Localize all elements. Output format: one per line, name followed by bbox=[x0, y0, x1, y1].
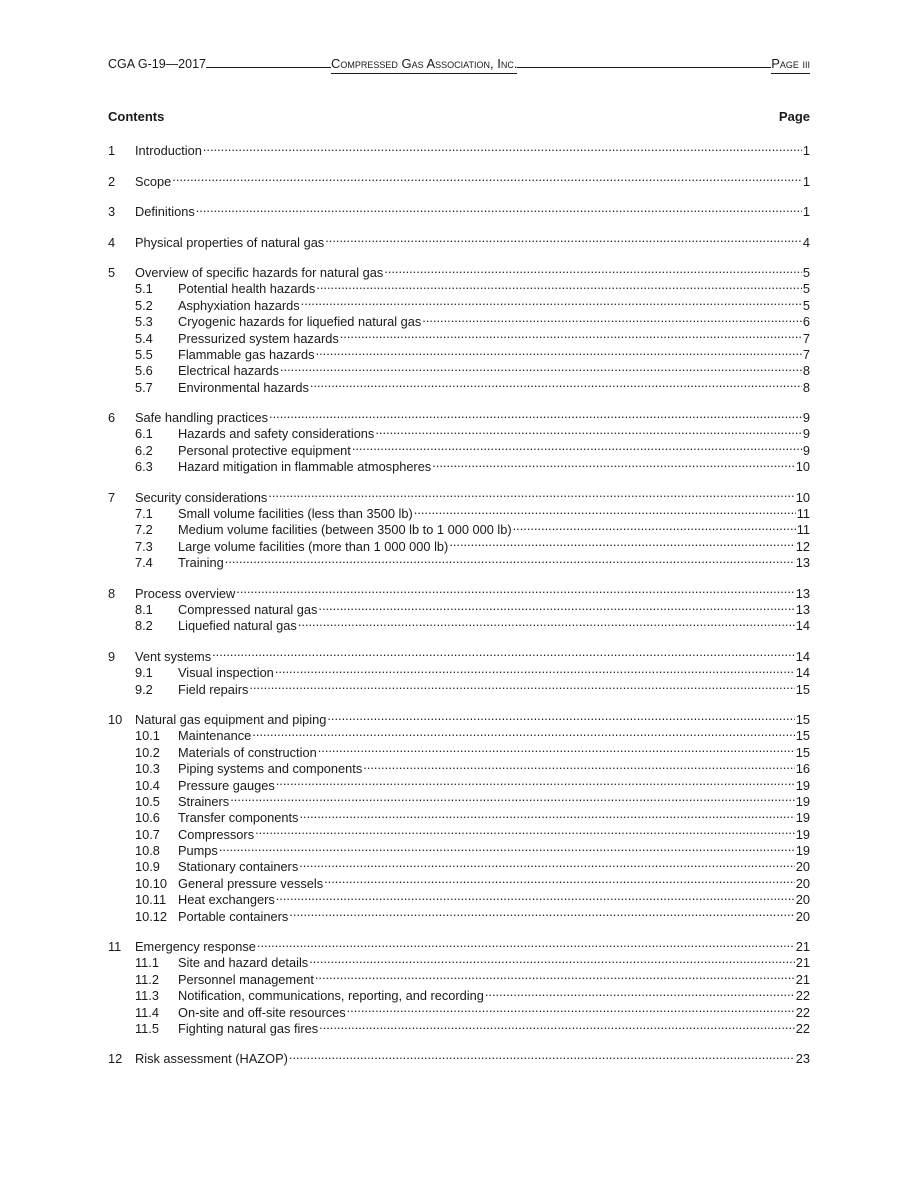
page-label: Page iii bbox=[771, 55, 810, 74]
toc-dot-leader bbox=[252, 724, 794, 740]
toc-entry[interactable] bbox=[108, 261, 810, 280]
toc-entry-title: Pressure gauges bbox=[178, 777, 275, 793]
toc-entry-page: 15 bbox=[795, 711, 810, 727]
toc-entry-page: 9 bbox=[802, 410, 810, 426]
toc-entry-number: 5.5 bbox=[135, 346, 153, 362]
toc-entry-title: Large volume facilities (more than 1 000 000 lb) bbox=[178, 538, 449, 554]
toc-entry-page: 10 bbox=[795, 459, 810, 475]
toc-entry-number: 1 bbox=[108, 143, 116, 159]
toc-entry-title: Strainers bbox=[178, 793, 230, 809]
toc-entry-number: 2 bbox=[108, 173, 116, 189]
toc-entry-page: 4 bbox=[802, 234, 810, 250]
toc-dot-leader bbox=[352, 438, 802, 454]
toc-dot-leader bbox=[280, 359, 802, 375]
toc-section bbox=[108, 169, 810, 189]
toc-entry-page: 19 bbox=[795, 843, 810, 859]
toc-entry-title: Risk assessment (HAZOP) bbox=[135, 1051, 288, 1067]
toc-dot-leader bbox=[318, 598, 794, 614]
toc-entry-number: 5.3 bbox=[135, 314, 153, 330]
toc-section bbox=[108, 1047, 810, 1067]
toc-entry-title: Security considerations bbox=[135, 489, 268, 505]
toc-dot-leader bbox=[196, 200, 802, 216]
toc-entry-number: 10 bbox=[108, 711, 123, 727]
toc-dot-leader bbox=[340, 326, 802, 342]
toc-entry-title: Personal protective equipment bbox=[178, 442, 351, 458]
toc-entry-page: 21 bbox=[795, 939, 810, 955]
toc-entry-page: 20 bbox=[795, 908, 810, 924]
toc-dot-leader bbox=[236, 581, 794, 597]
toc-dot-leader bbox=[212, 644, 795, 660]
toc-entry-page: 5 bbox=[802, 264, 810, 280]
toc-section bbox=[108, 485, 810, 571]
toc-dot-leader bbox=[219, 839, 795, 855]
toc-entry-number: 10.10 bbox=[135, 875, 168, 891]
toc-entry[interactable] bbox=[108, 581, 810, 601]
toc-entry-title: Liquefied natural gas bbox=[178, 618, 297, 634]
toc-entry-title: Piping systems and components bbox=[178, 761, 363, 777]
toc-entry-page: 21 bbox=[795, 971, 810, 987]
toc-entry-number: 7.4 bbox=[135, 555, 153, 571]
toc-entry-page: 6 bbox=[802, 314, 810, 330]
toc-section bbox=[108, 261, 810, 395]
toc-entry-number: 8.2 bbox=[135, 618, 153, 634]
toc-dot-leader bbox=[327, 708, 794, 724]
toc-entry-page: 23 bbox=[795, 1051, 810, 1067]
document-id: CGA G-19—2017 bbox=[108, 57, 206, 71]
toc-entry-page: 22 bbox=[795, 1020, 810, 1036]
toc-entry-number: 12 bbox=[108, 1051, 123, 1067]
contents-heading-row bbox=[108, 108, 810, 126]
toc-entry-page: 13 bbox=[795, 585, 810, 601]
toc-entry-title: Asphyxiation hazards bbox=[178, 297, 300, 313]
toc-dot-leader bbox=[289, 904, 795, 920]
toc-dot-leader bbox=[315, 967, 795, 983]
toc-entry-number: 10.8 bbox=[135, 843, 160, 859]
toc-dot-leader bbox=[325, 230, 802, 246]
toc-dot-leader bbox=[276, 888, 795, 904]
toc-entry-number: 6.3 bbox=[135, 459, 153, 475]
toc-entry-page: 19 bbox=[795, 793, 810, 809]
toc-entry-title: Scope bbox=[135, 173, 172, 189]
toc-dot-leader bbox=[375, 422, 802, 438]
toc-entry-title: Flammable gas hazards bbox=[178, 346, 315, 362]
toc-entry-number: 10.9 bbox=[135, 859, 160, 875]
toc-entry-title: Pumps bbox=[178, 843, 218, 859]
toc-entry-title: Medium volume facilities (between 3500 lb to 1 000 000 lb) bbox=[178, 522, 512, 538]
toc-dot-leader bbox=[275, 661, 795, 677]
table-of-contents bbox=[108, 139, 810, 1077]
toc-entry-title: Vent systems bbox=[135, 648, 212, 664]
toc-entry-page: 5 bbox=[802, 281, 810, 297]
toc-entry[interactable] bbox=[108, 200, 810, 220]
toc-section bbox=[108, 708, 810, 924]
toc-entry-number: 11.3 bbox=[135, 988, 159, 1004]
toc-entry-number: 10.4 bbox=[135, 777, 160, 793]
toc-entry-page: 1 bbox=[802, 204, 810, 220]
publisher-name: Compressed Gas Association, Inc. bbox=[331, 55, 517, 74]
toc-dot-leader bbox=[172, 169, 802, 185]
toc-entry-page: 14 bbox=[795, 648, 810, 664]
toc-entry-page: 19 bbox=[795, 826, 810, 842]
toc-entry-page: 9 bbox=[802, 442, 810, 458]
toc-entry-page: 11 bbox=[796, 506, 810, 522]
toc-entry-number: 7.2 bbox=[135, 522, 153, 538]
toc-entry-page: 9 bbox=[802, 426, 810, 442]
toc-dot-leader bbox=[310, 375, 802, 391]
toc-subentry[interactable] bbox=[108, 661, 810, 681]
toc-entry-page: 12 bbox=[795, 538, 810, 554]
toc-entry-title: Maintenance bbox=[178, 728, 252, 744]
page-column-heading: Page bbox=[778, 109, 810, 124]
toc-dot-leader bbox=[422, 310, 802, 326]
toc-entry-number: 11.2 bbox=[135, 971, 159, 987]
toc-entry-title: General pressure vessels bbox=[178, 875, 324, 891]
toc-dot-leader bbox=[298, 614, 795, 630]
toc-dot-leader bbox=[255, 822, 795, 838]
toc-entry-title: Pressurized system hazards bbox=[178, 330, 339, 346]
toc-entry-page: 8 bbox=[802, 363, 810, 379]
contents-heading: Contents bbox=[108, 109, 165, 124]
running-header bbox=[108, 54, 810, 72]
toc-entry-page: 20 bbox=[795, 892, 810, 908]
toc-entry-number: 10.1 bbox=[135, 728, 160, 744]
toc-section bbox=[108, 644, 810, 697]
toc-entry-title: Cryogenic hazards for liquefied natural gas bbox=[178, 314, 422, 330]
toc-dot-leader bbox=[289, 1047, 795, 1063]
toc-entry-number: 10.2 bbox=[135, 744, 160, 760]
toc-entry-page: 10 bbox=[795, 489, 810, 505]
toc-entry[interactable] bbox=[108, 406, 810, 426]
toc-entry-title: Definitions bbox=[135, 204, 195, 220]
toc-dot-leader bbox=[485, 984, 795, 1000]
toc-entry-title: Physical properties of natural gas bbox=[135, 234, 325, 250]
toc-section bbox=[108, 139, 810, 159]
toc-entry-number: 8 bbox=[108, 585, 116, 601]
toc-entry-number: 10.12 bbox=[135, 908, 168, 924]
toc-entry-number: 11.1 bbox=[135, 955, 159, 971]
toc-entry-title: Hazard mitigation in flammable atmospheres bbox=[178, 459, 432, 475]
toc-entry-title: Materials of construction bbox=[178, 744, 317, 760]
toc-dot-leader bbox=[318, 740, 795, 756]
toc-entry-page: 7 bbox=[802, 330, 810, 346]
toc-entry-title: Transfer components bbox=[178, 810, 299, 826]
toc-entry-title: Environmental hazards bbox=[178, 379, 309, 395]
toc-dot-leader bbox=[225, 551, 795, 567]
toc-entry-title: Small volume facilities (less than 3500 lb) bbox=[178, 506, 413, 522]
toc-entry-page: 22 bbox=[795, 988, 810, 1004]
toc-entry-number: 10.7 bbox=[135, 826, 160, 842]
toc-entry-number: 4 bbox=[108, 234, 116, 250]
toc-dot-leader bbox=[414, 502, 796, 518]
toc-entry-page: 13 bbox=[795, 601, 810, 617]
toc-entry[interactable] bbox=[108, 230, 810, 250]
toc-entry-page: 21 bbox=[795, 955, 810, 971]
toc-entry-title: Notification, communications, reporting, and recording bbox=[178, 988, 484, 1004]
toc-entry-page: 15 bbox=[795, 728, 810, 744]
toc-dot-leader bbox=[276, 773, 795, 789]
toc-entry-number: 7.1 bbox=[135, 506, 153, 522]
toc-entry-number: 6.1 bbox=[135, 426, 153, 442]
toc-entry-page: 1 bbox=[802, 173, 810, 189]
toc-dot-leader bbox=[301, 293, 802, 309]
toc-entry-title: Compressors bbox=[178, 826, 255, 842]
toc-entry-title: Process overview bbox=[135, 585, 236, 601]
toc-entry-number: 5.1 bbox=[135, 281, 153, 297]
toc-entry-number: 9.2 bbox=[135, 681, 153, 697]
toc-section bbox=[108, 230, 810, 250]
toc-entry-number: 11.4 bbox=[135, 1004, 159, 1020]
toc-entry-page: 5 bbox=[802, 297, 810, 313]
toc-entry-title: On-site and off-site resources bbox=[178, 1004, 346, 1020]
toc-section bbox=[108, 581, 810, 634]
toc-entry-number: 10.11 bbox=[135, 892, 167, 908]
toc-entry-page: 15 bbox=[795, 681, 810, 697]
toc-entry-number: 5 bbox=[108, 264, 116, 280]
toc-entry-title: Stationary containers bbox=[178, 859, 299, 875]
toc-dot-leader bbox=[324, 871, 795, 887]
toc-entry-number: 9.1 bbox=[135, 665, 153, 681]
toc-entry-title: Introduction bbox=[135, 143, 202, 159]
toc-section bbox=[108, 200, 810, 220]
toc-entry-number: 5.7 bbox=[135, 379, 153, 395]
toc-section bbox=[108, 406, 810, 475]
toc-entry-page: 11 bbox=[796, 522, 810, 538]
toc-entry-title: Natural gas equipment and piping bbox=[135, 711, 327, 727]
toc-entry-title: Fighting natural gas fires bbox=[178, 1020, 319, 1036]
toc-entry-number: 8.1 bbox=[135, 601, 153, 617]
toc-entry-page: 22 bbox=[795, 1004, 810, 1020]
toc-entry-number: 9 bbox=[108, 648, 116, 664]
toc-dot-leader bbox=[257, 935, 795, 951]
toc-dot-leader bbox=[316, 277, 802, 293]
toc-entry-title: Safe handling practices bbox=[135, 410, 269, 426]
toc-entry[interactable] bbox=[108, 485, 810, 505]
toc-entry-title: Overview of specific hazards for natural gas bbox=[135, 264, 384, 280]
toc-entry-number: 10.3 bbox=[135, 761, 160, 777]
toc-entry-page: 14 bbox=[795, 665, 810, 681]
toc-dot-leader bbox=[299, 806, 794, 822]
toc-entry-number: 5.6 bbox=[135, 363, 153, 379]
toc-dot-leader bbox=[230, 790, 795, 806]
toc-dot-leader bbox=[203, 139, 802, 155]
toc-dot-leader bbox=[316, 343, 802, 359]
header-rule bbox=[517, 54, 771, 68]
toc-entry[interactable] bbox=[108, 708, 810, 727]
toc-dot-leader bbox=[269, 406, 802, 422]
toc-dot-leader bbox=[309, 951, 795, 967]
toc-entry-page: 8 bbox=[802, 379, 810, 395]
toc-entry-page: 20 bbox=[795, 875, 810, 891]
toc-entry-title: Field repairs bbox=[178, 681, 249, 697]
toc-entry-title: Heat exchangers bbox=[178, 892, 275, 908]
toc-entry-number: 11 bbox=[108, 939, 122, 955]
toc-dot-leader bbox=[268, 485, 794, 501]
toc-dot-leader bbox=[384, 261, 802, 277]
toc-dot-leader bbox=[363, 757, 795, 773]
toc-dot-leader bbox=[432, 455, 795, 471]
toc-entry-number: 10.6 bbox=[135, 810, 160, 826]
toc-entry-number: 6.2 bbox=[135, 442, 153, 458]
toc-entry[interactable] bbox=[108, 139, 810, 159]
toc-entry-title: Personnel management bbox=[178, 971, 314, 987]
toc-dot-leader bbox=[249, 677, 794, 693]
toc-entry-number: 10.5 bbox=[135, 793, 160, 809]
toc-entry-number: 6 bbox=[108, 410, 116, 426]
document-page bbox=[108, 0, 810, 1188]
toc-entry-page: 19 bbox=[795, 777, 810, 793]
toc-entry[interactable] bbox=[108, 644, 810, 664]
header-rule bbox=[206, 54, 331, 68]
toc-entry-page: 7 bbox=[802, 346, 810, 362]
toc-entry[interactable] bbox=[108, 1047, 810, 1067]
toc-entry-page: 15 bbox=[795, 744, 810, 760]
toc-dot-leader bbox=[319, 1017, 795, 1033]
toc-entry[interactable] bbox=[108, 169, 810, 189]
toc-entry-title: Compressed natural gas bbox=[178, 601, 318, 617]
toc-entry-number: 7 bbox=[108, 489, 116, 505]
toc-entry-number: 11.5 bbox=[135, 1020, 159, 1036]
toc-dot-leader bbox=[299, 855, 795, 871]
toc-entry[interactable] bbox=[108, 935, 810, 955]
toc-entry-number: 5.2 bbox=[135, 297, 153, 313]
toc-entry-number: 5.4 bbox=[135, 330, 153, 346]
toc-entry-title: Visual inspection bbox=[178, 665, 274, 681]
toc-entry-page: 13 bbox=[795, 555, 810, 571]
toc-entry-title: Potential health hazards bbox=[178, 281, 316, 297]
toc-entry-number: 3 bbox=[108, 204, 116, 220]
toc-dot-leader bbox=[449, 534, 794, 550]
toc-entry-page: 1 bbox=[802, 143, 810, 159]
toc-entry-title: Portable containers bbox=[178, 908, 289, 924]
toc-entry-page: 16 bbox=[795, 761, 810, 777]
toc-entry-page: 20 bbox=[795, 859, 810, 875]
toc-entry-title: Site and hazard details bbox=[178, 955, 309, 971]
toc-entry-title: Training bbox=[178, 555, 224, 571]
toc-entry-page: 19 bbox=[795, 810, 810, 826]
toc-entry-title: Electrical hazards bbox=[178, 363, 279, 379]
toc-entry-title: Hazards and safety considerations bbox=[178, 426, 375, 442]
toc-section bbox=[108, 935, 810, 1036]
toc-dot-leader bbox=[347, 1000, 795, 1016]
toc-dot-leader bbox=[513, 518, 796, 534]
toc-entry-page: 14 bbox=[795, 618, 810, 634]
toc-entry-title: Emergency response bbox=[135, 939, 256, 955]
toc-entry-number: 7.3 bbox=[135, 538, 153, 554]
